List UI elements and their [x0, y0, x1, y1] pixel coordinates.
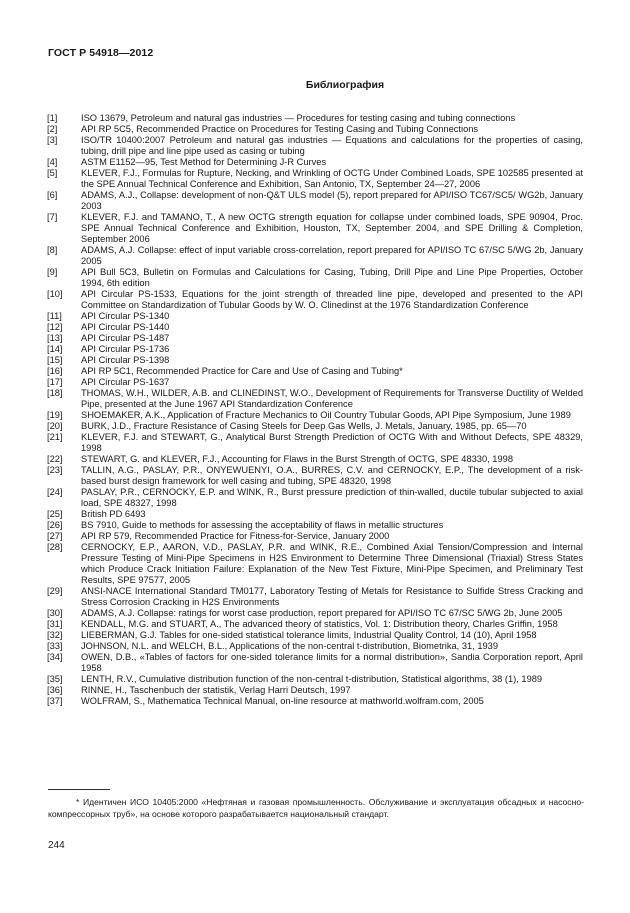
reference-number: [26] — [47, 520, 63, 530]
reference-number: [5] — [47, 168, 58, 178]
footnote-divider — [48, 789, 110, 790]
reference-text: LIEBERMAN, G.J. Tables for one-sided statistical tolerance limits, Industrial Quality Control, 14 (10), April 1958 — [81, 630, 537, 640]
reference-item — [47, 465, 583, 487]
reference-item — [47, 630, 583, 641]
reference-text: API Circular PS-1637 — [81, 377, 170, 387]
reference-number: [25] — [47, 509, 63, 519]
reference-number: [7] — [47, 212, 58, 222]
reference-item — [47, 377, 583, 388]
reference-number: [27] — [47, 531, 63, 541]
reference-number: [3] — [47, 135, 58, 145]
reference-item — [47, 421, 583, 432]
reference-number: [11] — [47, 311, 62, 321]
reference-item — [47, 289, 583, 311]
reference-text: PASLAY, P.R., CERNOCKY, E.P. and WINK, R., Burst pressure prediction of thin-walled, ductile tubular subjected to axial load, SPE 48327, 1998 — [81, 487, 583, 508]
reference-text: API RP 579, Recommended Practice for Fitness-for-Service, January 2000 — [81, 531, 390, 541]
reference-text: API Bull 5C3, Bulletin on Formulas and Calculations for Casing, Tubing, Drill Pipe and Line Pipe Properties, October 1994, 6th edition — [81, 267, 583, 288]
reference-number: [8] — [47, 245, 58, 255]
reference-number: [4] — [47, 157, 58, 167]
reference-item — [47, 311, 583, 322]
reference-number: [33] — [47, 641, 63, 651]
reference-text: API Circular PS-1736 — [81, 344, 170, 354]
reference-text: ADAMS, A.J., Collapse: development of non-Q&T ULS model (5), report prepared for API/ISO TC67/SC5/ WG2b, January 2003 — [81, 190, 583, 211]
reference-text: ASTM E1152—95, Test Method for Determining J-R Curves — [81, 157, 327, 167]
reference-number: [29] — [47, 586, 63, 596]
reference-text: KLEVER, F.J. and TAMANO, T., A new OCTG strength equation for collapse under combined loads, SPE 90904, Proc. SPE Annual Technical Conference and Exhibition, Houston, TX, September 2004, and SPE Drilling & Completion, September 2006 — [81, 212, 583, 244]
reference-number: [15] — [47, 355, 63, 365]
reference-number: [9] — [47, 267, 58, 277]
reference-item — [47, 520, 583, 531]
reference-number: [24] — [47, 487, 63, 497]
reference-number: [14] — [47, 344, 63, 354]
reference-list — [47, 113, 583, 707]
reference-number: [32] — [47, 630, 63, 640]
bibliography-title: Библиография — [305, 79, 385, 91]
reference-text: API RP 5C5, Recommended Practice on Procedures for Testing Casing and Tubing Connections — [81, 124, 479, 134]
reference-item — [47, 685, 583, 696]
reference-number: [20] — [47, 421, 63, 431]
reference-item — [47, 157, 583, 168]
reference-item — [47, 333, 583, 344]
reference-text: KENDALL, M.G. and STUART, A., The advanced theory of statistics, Vol. 1: Distribution theory, Charles Griffin, 1958 — [81, 619, 558, 629]
reference-text: BURK, J.D., Fracture Resistance of Casing Steels for Deep Gas Wells, J. Metals, January, 1985, pp. 65—70 — [81, 421, 527, 431]
reference-item — [47, 168, 583, 190]
reference-number: [18] — [47, 388, 63, 398]
reference-item — [47, 113, 583, 124]
reference-text: ISO/TR 10400:2007 Petroleum and natural gas industries — Equations and calculations for the properties of casing, tubing, drill pipe and line pipe used as casing or tubing — [81, 135, 583, 156]
reference-item — [47, 432, 583, 454]
reference-text: API Circular PS-1487 — [81, 333, 170, 343]
reference-number: [28] — [47, 542, 63, 552]
reference-text: THOMAS, W.H., WILDER, A.B. and CLINEDINST, W.O., Development of Requirements for Transverse Ductility of Welded Pipe, presented at the June 1967 API Standardization Conference — [81, 388, 583, 409]
reference-item — [47, 586, 583, 608]
reference-number: [6] — [47, 190, 58, 200]
reference-number: [22] — [47, 454, 63, 464]
reference-number: [21] — [47, 432, 63, 442]
reference-text: API RP 5C1, Recommended Practice for Care and Use of Casing and Tubing* — [81, 366, 403, 376]
reference-item — [47, 245, 583, 267]
reference-item — [47, 267, 583, 289]
footnote: * Идентичен ИСО 10405:2000 «Нефтяная и газовая промышленность. Обслуживание и эксплуатация обсадных и насосно-компрессорных труб», на основе которого разрабатывается национальный стандарт. — [48, 797, 584, 820]
reference-item — [47, 212, 583, 245]
reference-item — [47, 696, 583, 707]
reference-number: [13] — [47, 333, 63, 343]
reference-item — [47, 674, 583, 685]
reference-text: BS 7910, Guide to methods for assessing the acceptability of flaws in metallic structures — [81, 520, 444, 530]
reference-item — [47, 641, 583, 652]
reference-item — [47, 509, 583, 520]
reference-number: [19] — [47, 410, 63, 420]
reference-text: WOLFRAM, S., Mathematica Technical Manual, on-line resource at mathworld.wolfram.com, 2005 — [81, 696, 484, 706]
reference-number: [35] — [47, 674, 63, 684]
reference-number: [37] — [47, 696, 63, 706]
reference-item — [47, 388, 583, 410]
reference-item — [47, 454, 583, 465]
reference-item — [47, 487, 583, 509]
reference-item — [47, 531, 583, 542]
reference-item — [47, 542, 583, 586]
reference-number: [36] — [47, 685, 63, 695]
reference-text: API Circular PS-1533, Equations for the joint strength of threaded line pipe, developed and presented to the API Committee on Standardization of Tubular Goods by W. O. Clinedinst at the 1976 Standardization Conference — [81, 289, 583, 310]
reference-item — [47, 608, 583, 619]
reference-item — [47, 322, 583, 333]
reference-text: British PD 6493 — [81, 509, 146, 519]
reference-item — [47, 190, 583, 212]
reference-text: OWEN, D.B., «Tables of factors for one-sided tolerance limits for a normal distribution», Sandia Corporation report, April 1958 — [81, 652, 583, 673]
reference-item — [47, 124, 583, 135]
reference-number: [10] — [47, 289, 63, 299]
reference-text: ANSI-NACE International Standard TM0177, Laboratory Testing of Metals for Resistance to Sulfide Stress Cracking and Stress Corrosion Cracking in H2S Environments — [81, 586, 583, 607]
reference-text: API Circular PS-1440 — [81, 322, 170, 332]
reference-text: LENTH, R.V., Cumulative distribution function of the non-central t-distribution, Statistical algorithms, 38 (1), 1989 — [81, 674, 543, 684]
page-number: 244 — [48, 840, 65, 851]
reference-text: ADAMS, A.J. Collapse: ratings for worst case production, report prepared for API/ISO TC 67/SC 5/WG 2b, June 2005 — [81, 608, 563, 618]
reference-text: RINNE, H., Taschenbuch der statistik, Verlag Harri Deutsch, 1997 — [81, 685, 351, 695]
reference-item — [47, 652, 583, 674]
reference-item — [47, 366, 583, 377]
reference-text: SHOEMAKER, A.K., Application of Fracture Mechanics to Oil Country Tubular Goods, API Pipe Symposium, June 1989 — [81, 410, 571, 420]
reference-text: API Circular PS-1340 — [81, 311, 170, 321]
reference-text: API Circular PS-1398 — [81, 355, 170, 365]
reference-number: [1] — [47, 113, 58, 123]
reference-number: [34] — [47, 652, 63, 662]
reference-item — [47, 619, 583, 630]
reference-text: JOHNSON, N.L. and WELCH, B.L., Applications of the non-central t-distribution, Biometrika, 31, 1939 — [81, 641, 499, 651]
reference-item — [47, 410, 583, 421]
reference-number: [30] — [47, 608, 63, 618]
reference-number: [31] — [47, 619, 63, 629]
reference-text: ISO 13679, Petroleum and natural gas industries — Procedures for testing casing and tubing connections — [81, 113, 516, 123]
reference-item — [47, 344, 583, 355]
reference-text: KLEVER, F.J. and STEWART, G., Analytical Burst Strength Prediction of OCTG With and Without Defects, SPE 48329, 1998 — [81, 432, 583, 453]
document-header: ГОСТ Р 54918—2012 — [48, 47, 154, 59]
reference-number: [16] — [47, 366, 63, 376]
reference-text: TALLIN, A.G., PASLAY, P.R., ONYEWUENYI, O.A., BURRES, C.V. and CERNOCKY, E.P., The development of a risk-based burst design framework for well casing and tubing, SPE 48320, 1998 — [81, 465, 583, 486]
reference-number: [12] — [47, 322, 63, 332]
reference-text: ADAMS, A.J. Collapse: effect of input variable cross-correlation, report prepared for API/ISO TC 67/SC 5/WG 2b, January 2005 — [81, 245, 583, 266]
reference-item — [47, 135, 583, 157]
reference-text: STEWART, G. and KLEVER, F.J., Accounting for Flaws in the Burst Strength of OCTG, SPE 48330, 1998 — [81, 454, 513, 464]
reference-text: KLEVER, F.J., Formulas for Rupture, Necking, and Wrinkling of OCTG Under Combined Loads, SPE 102585 presented at the SPE Annual Technical Conference and Exhibition, San Antonio, TX, September 24—27, 2006 — [81, 168, 583, 189]
reference-number: [23] — [47, 465, 63, 475]
reference-text: CERNOCKY, E.P., AARON, V.D., PASLAY, P.R. and WINK, R.E., Combined Axial Tension/Compression and Internal Pressure Testing of Mini-Pipe Specimens in H2S Environment to Determine Three Dimensional (Triaxial) Stress States which Produce Crack Initiation Failure: Explanation of the New Test Fixture, Mini-Pipe Specimen, and Preliminary Test Results, SPE 97577, 2005 — [81, 542, 583, 585]
reference-number: [17] — [47, 377, 63, 387]
reference-number: [2] — [47, 124, 58, 134]
reference-item — [47, 355, 583, 366]
